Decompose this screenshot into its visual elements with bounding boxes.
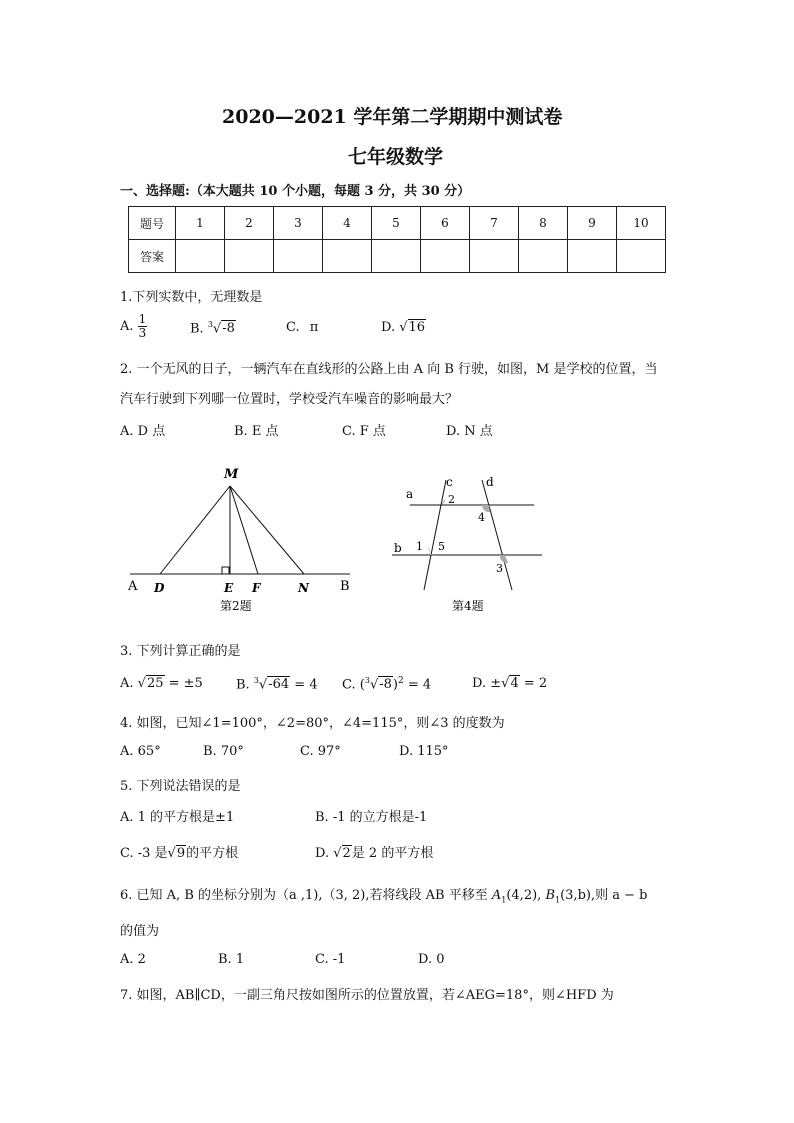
question-5-option-a: A. 1 的平方根是±1 [120,810,235,825]
paren: ( [359,677,365,693]
radicand: 25 [146,676,164,691]
option-label: B. [190,321,204,337]
answer-cell[interactable] [323,240,372,273]
question-3-stem: 3. 下列计算正确的是 [120,644,241,659]
page-subtitle: 七年级数学 [348,146,444,168]
option-label: A. [120,676,134,691]
answer-cell[interactable] [372,240,421,273]
root-index: 3 [207,320,213,329]
question-4-option-d: D. 115° [399,744,449,759]
equation-rhs: = ±5 [168,676,203,691]
question-1-option-b: B. $^3$√-8 [190,320,235,337]
question-1-stem: 1.下列实数中，无理数是 [120,290,263,305]
table-row [129,240,666,273]
label-angle-4: 4 [478,511,485,524]
plus-minus: ± [490,676,502,691]
answer-cell[interactable] [176,240,225,273]
exponent: 2 [397,676,404,686]
paren: ) [392,677,398,693]
option-label: D. [472,676,487,691]
question-2-option-b: B. E 点 [234,424,279,439]
table-cell: 3 [274,207,323,240]
figure-2 [118,462,368,617]
table-header-cell: 答案 [129,240,176,273]
segment-mn [230,486,304,574]
question-4-option-a: A. 65° [120,744,161,759]
option-text: C. -3 是 [120,846,168,861]
option-label: A. [120,319,134,334]
answer-cell[interactable] [470,240,519,273]
table-header-cell: 题号 [129,207,176,240]
question-6-option-d: D. 0 [418,952,445,967]
question-5-stem: 5. 下列说法错误的是 [120,779,241,794]
label-f: F [252,581,261,595]
coordinate: (3,b) [560,888,591,903]
fraction [138,313,148,340]
table-cell: 2 [225,207,274,240]
radicand: 16 [408,320,426,335]
question-4-option-b: B. 70° [203,744,244,759]
option-label: D. [381,320,396,335]
right-angle-mark [222,567,229,574]
table-cell: 1 [176,207,225,240]
equation-rhs: = 4 [294,677,318,693]
equation-rhs: = 2 [523,676,548,691]
root-index: 3 [253,676,259,685]
answer-table [128,206,666,273]
figure-4 [388,470,548,615]
answer-cell[interactable] [274,240,323,273]
radicand: 9 [176,846,186,861]
label-a: A [128,579,138,594]
question-text: ,则 a − b [590,888,648,903]
table-cell: 7 [470,207,519,240]
radicand: -8 [222,321,235,337]
answer-cell[interactable] [225,240,274,273]
segment-md [160,486,230,574]
label-line-c: c [446,475,453,489]
question-2-line-2: 汽车行驶到下列哪一位置时，学校受汽车噪音的影响最大？ [120,392,459,407]
pi-symbol: π [309,320,319,335]
table-cell: 5 [372,207,421,240]
question-6-stem [120,884,647,905]
subscript: 1 [501,895,507,905]
question-3-option-a: A. √25 = ±5 [120,676,203,691]
answer-cell[interactable] [519,240,568,273]
page-title: 2020—2021 学年第二学期期中测试卷 [222,106,563,128]
question-4-stem: 4. 如图，已知∠1=100°，∠2=80°，∠4=115°，则∠3 的度数为 [120,716,505,731]
question-5-option-d: D. √2是 2 的平方根 [315,846,434,861]
answer-cell[interactable] [421,240,470,273]
question-3-option-d: D. ±√4 = 2 [472,676,548,691]
table-row [129,207,666,240]
label-e: E [224,581,234,595]
option-text: 的平方根 [186,846,239,861]
subscript: 1 [555,895,561,905]
label-angle-1: 1 [416,540,423,553]
segment-mf [230,486,258,574]
question-5-option-b: B. -1 的立方根是-1 [315,810,428,825]
equation-rhs: = 4 [407,677,432,693]
question-6-option-c: C. -1 [315,952,346,967]
option-label: C. [342,677,356,693]
question-2-option-d: D. N 点 [446,424,493,439]
question-1-option-d: D. √16 [381,320,426,335]
option-label: C. [286,320,300,335]
question-4-option-c: C. 97° [300,744,341,759]
option-label: D. [315,846,330,861]
question-6-line-2: 的值为 [120,924,160,939]
numerator: 1 [138,312,147,326]
question-3-option-b: B. $^3$√-64 = 4 [236,676,318,693]
question-2-line-1: 2. 一个无风的日子，一辆汽车在直线形的公路上由 A 向 B 行驶，如图，M 是学校的位置，当 [120,362,658,377]
figure-2-caption: 第2题 [220,599,252,613]
label-angle-3: 3 [496,562,503,575]
table-cell: 6 [421,207,470,240]
answer-cell[interactable] [568,240,617,273]
question-6-option-a: A. 2 [120,952,146,967]
table-cell: 10 [617,207,666,240]
question-6-option-b: B. 1 [218,952,245,967]
radicand: 4 [510,676,519,691]
label-m: M [224,467,239,482]
label-b: B [340,579,350,594]
question-1-option-a [120,313,147,340]
label-n: N [298,581,309,595]
label-line-d: d [486,475,494,489]
table-cell: 8 [519,207,568,240]
label-line-b: b [394,541,402,555]
question-2-option-a: A. D 点 [120,424,166,439]
question-3-option-c: C. $(^3√-8)^2 = 4$ [342,676,432,693]
section-heading: 一、选择题:（本大题共 10 个小题，每题 3 分，共 30 分） [120,184,471,199]
question-7-stem: 7. 如图，AB∥CD，一副三角尺按如图所示的位置放置，若∠AEG=18°，则∠HFD 为 [120,988,614,1003]
root-index: 3 [364,676,370,685]
label-angle-2: 2 [448,493,455,506]
radicand: -8 [379,677,392,693]
point-b1: B [545,888,555,903]
coordinate: (4,2), [506,888,542,903]
question-text: 6. 已知 A, B 的坐标分别为（a ,1),（3, 2),若将线段 AB 平移至 [120,888,488,903]
option-text: 是 2 的平方根 [351,846,434,861]
label-d: D [154,581,165,595]
question-1-option-c [286,320,318,335]
option-label: B. [236,677,250,693]
point-a1: A [491,888,502,903]
radicand: -64 [268,677,290,693]
label-line-a: a [406,487,414,501]
radicand: 2 [342,846,351,861]
answer-cell[interactable] [617,240,666,273]
denominator: 3 [138,326,147,340]
figure-4-caption: 第4题 [452,599,484,613]
table-cell: 9 [568,207,617,240]
question-2-option-c: C. F 点 [342,424,386,439]
question-5-option-c: C. -3 是√9的平方根 [120,846,239,861]
label-angle-5: 5 [438,540,445,553]
line-c [424,480,446,590]
table-cell: 4 [323,207,372,240]
